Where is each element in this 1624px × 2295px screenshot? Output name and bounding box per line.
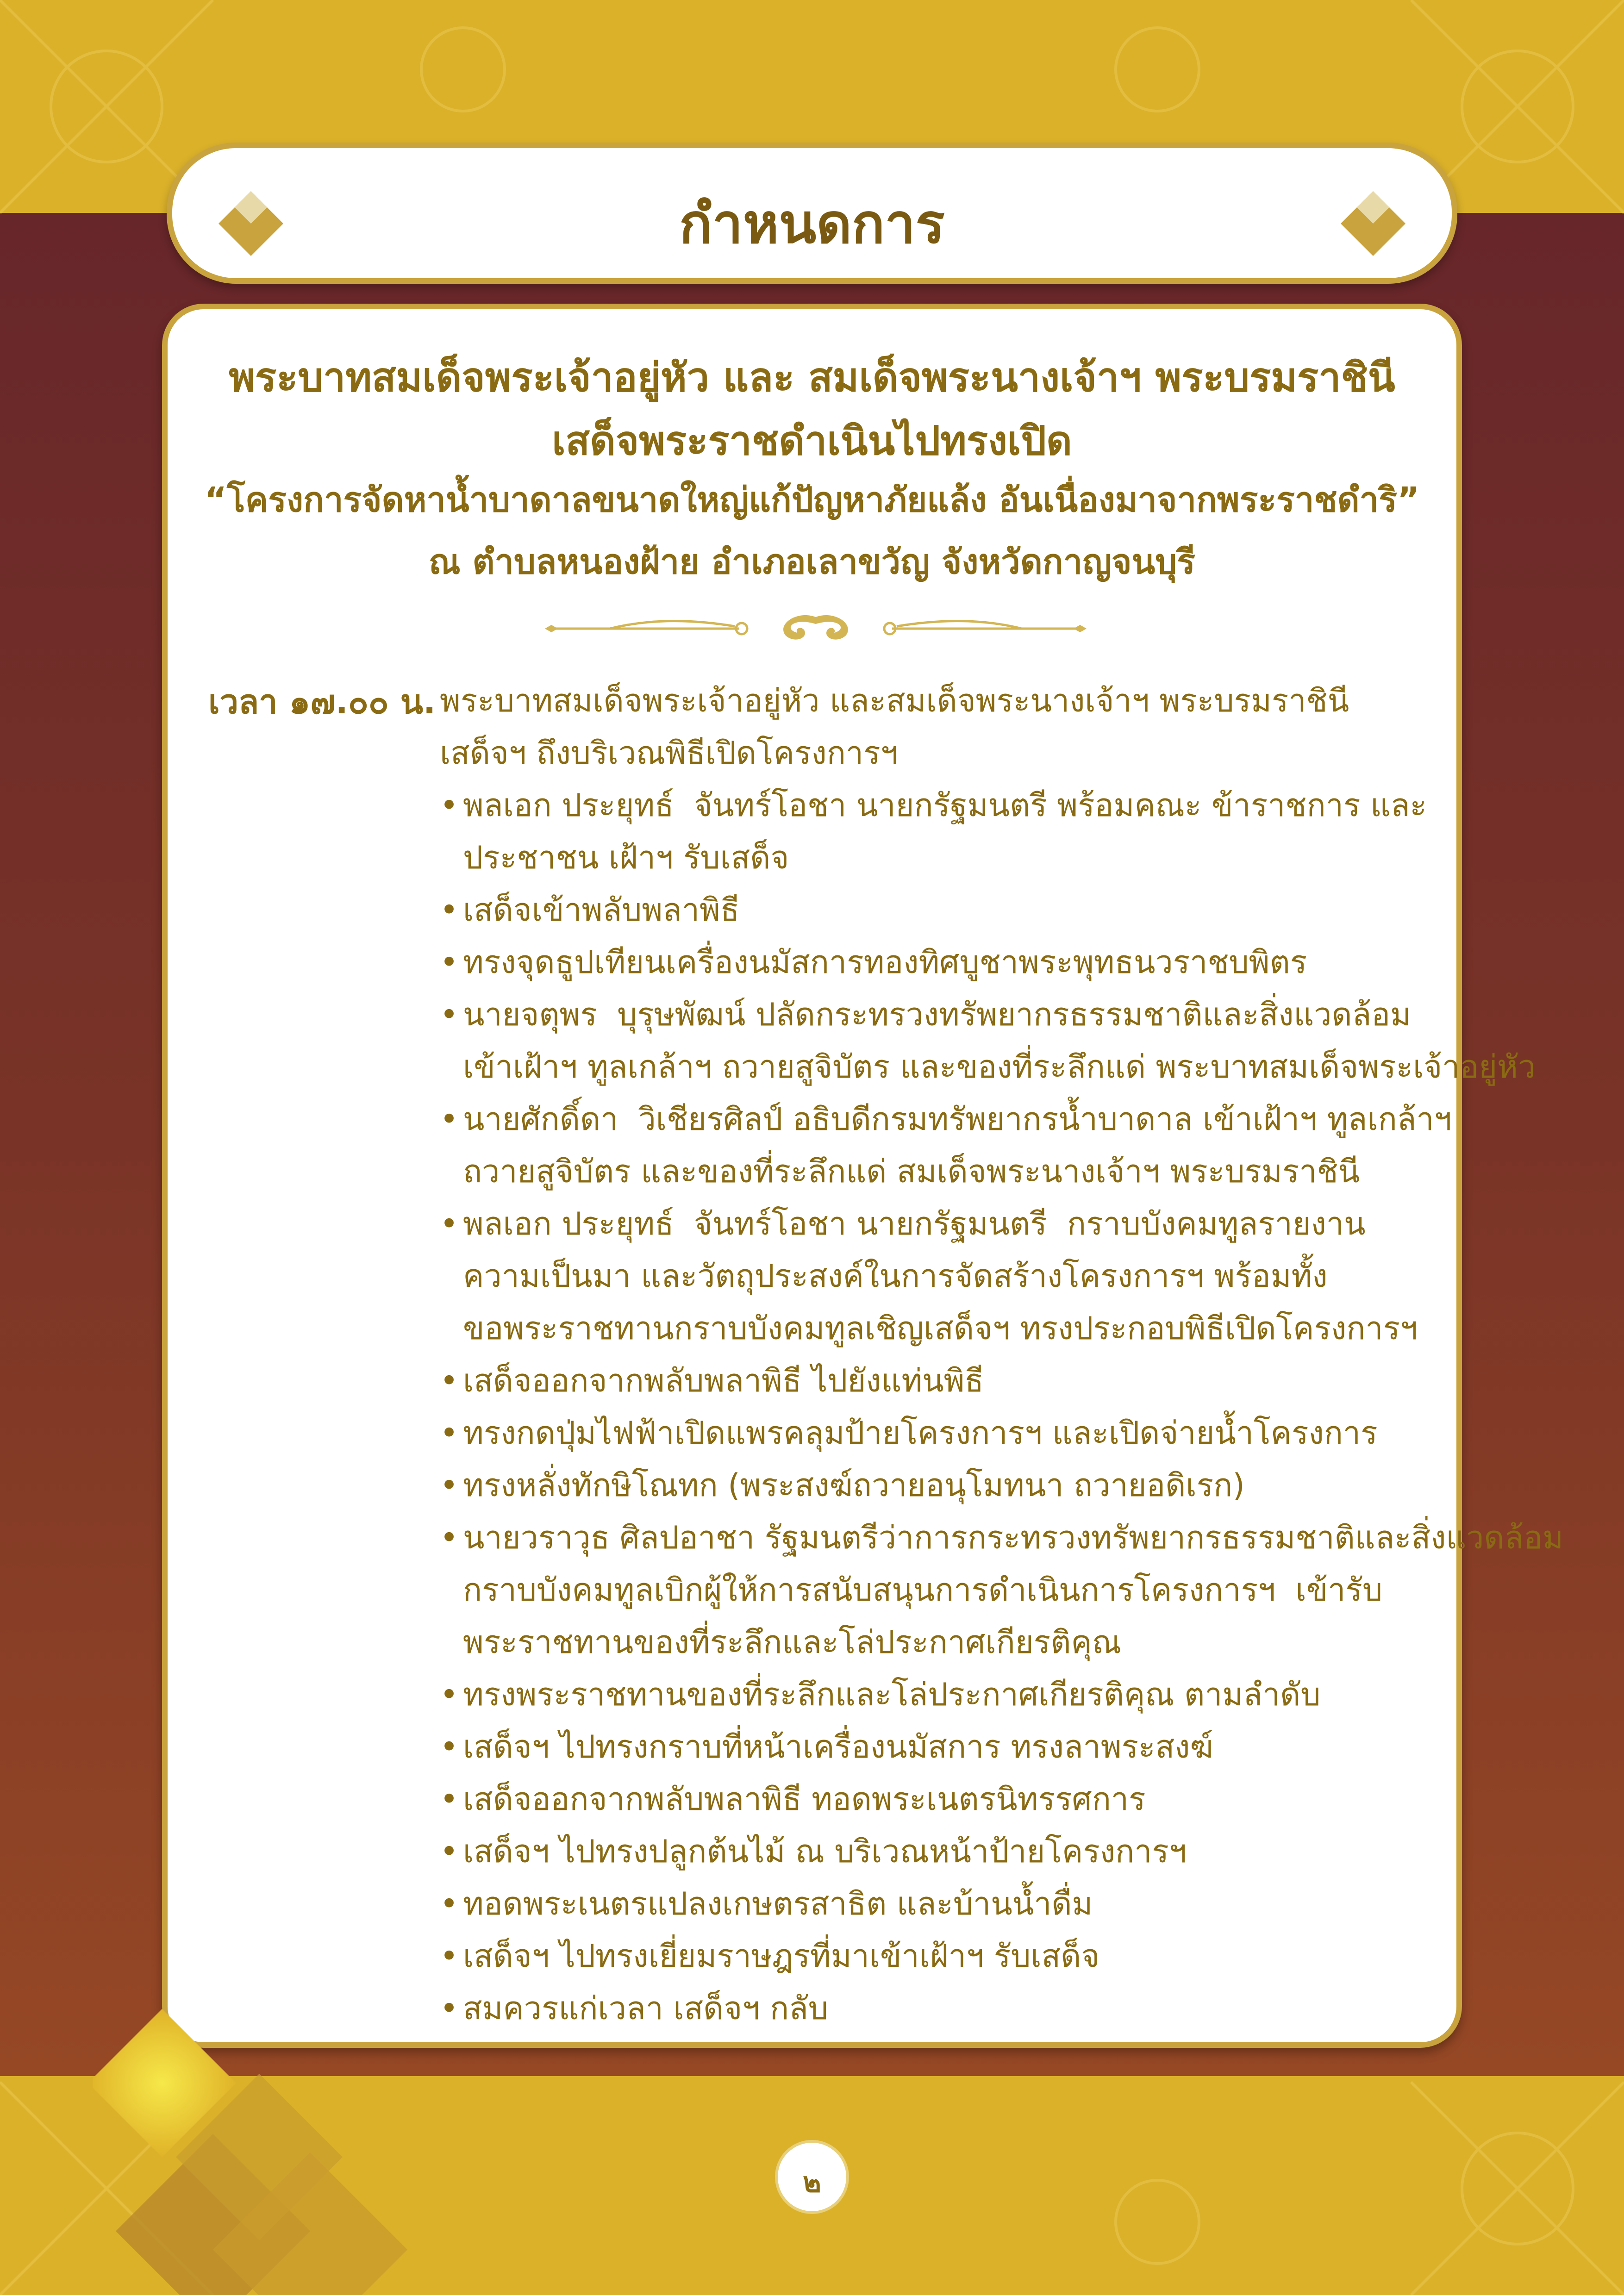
- project-name: “โครงการจัดหาน้ำบาดาลขนาดใหญ่แก้ปัญหาภัยแล้ง อันเนื่องมาจากพระราชดำริ”: [204, 480, 1420, 520]
- bullet-icon: •: [440, 1467, 459, 1504]
- page-number: ๒: [803, 2166, 821, 2199]
- schedule-list: [440, 675, 1563, 2035]
- list-item: • เสด็จออกจากพลับพลาพิธี ไปยังแท่นพิธี: [440, 1355, 1444, 1407]
- list-item: ขอพระราชทานกราบบังคมทูลเชิญเสด็จฯ ทรงประกอบพิธีเปิดโครงการฯ: [463, 1310, 1418, 1347]
- list-item: • นายจตุพร บุรุษพัฒน์ ปลัดกระทรวงทรัพยากรธรรมชาติและสิ่งแวดล้อม: [440, 989, 1444, 1041]
- list-item: ความเป็นมา และวัตถุประสงค์ในการจัดสร้างโครงการฯ พร้อมทั้ง: [463, 1258, 1328, 1295]
- title-banner: [167, 143, 1457, 284]
- list-item: • เสด็จฯ ไปทรงปลูกต้นไม้ ณ บริเวณหน้าป้ายโครงการฯ: [440, 1826, 1444, 1878]
- list-item: • นายศักดิ์ดา วิเชียรศิลป์ อธิบดีกรมทรัพยากรน้ำบาดาล เข้าเฝ้าฯ ทูลเกล้าฯ: [440, 1093, 1444, 1146]
- bullet-icon: •: [440, 1363, 459, 1399]
- page-number-badge: [775, 2140, 849, 2214]
- list-item: • พลเอก ประยุทธ์ จันทร์โอชา นายกรัฐมนตรี กราบบังคมทูลรายงาน: [440, 1198, 1444, 1250]
- list-item: พระบาทสมเด็จพระเจ้าอยู่หัว และสมเด็จพระนางเจ้าฯ พระบรมราชินี: [440, 683, 1349, 719]
- list-item: • พลเอก ประยุทธ์ จันทร์โอชา นายกรัฐมนตรี พร้อมคณะ ข้าราชการ และ: [440, 780, 1444, 832]
- bullet-icon: •: [440, 892, 459, 929]
- header-line-1: พระบาทสมเด็จพระเจ้าอยู่หัว และ สมเด็จพระนางเจ้าฯ พระบรมราชินี: [229, 355, 1395, 401]
- list-item: • เสด็จฯ ไปทรงเยี่ยมราษฎรที่มาเข้าเฝ้าฯ รับเสด็จ: [440, 1930, 1444, 1983]
- list-item: เสด็จฯ ถึงบริเวณพิธีเปิดโครงการฯ: [440, 735, 898, 772]
- location-line: ณ ตำบลหนองฝ้าย อำเภอเลาขวัญ จังหวัดกาญจนบุรี: [429, 542, 1195, 582]
- header-line-2: เสด็จพระราชดำเนินไปทรงเปิด: [552, 418, 1072, 464]
- bullet-icon: •: [440, 1938, 459, 1975]
- schedule-time: เวลา ๑๗.๐๐ น.: [208, 682, 436, 721]
- list-item: • เสด็จฯ ไปทรงกราบที่หน้าเครื่องนมัสการ ทรงลาพระสงฆ์: [440, 1721, 1444, 1773]
- bullet-icon: •: [440, 1206, 459, 1242]
- bullet-icon: •: [440, 1677, 459, 1713]
- list-item: ถวายสูจิบัตร และของที่ระลึกแด่ สมเด็จพระนางเจ้าฯ พระบรมราชินี: [463, 1154, 1360, 1190]
- list-item: • เสด็จเข้าพลับพลาพิธี: [440, 884, 1444, 936]
- bullet-icon: •: [440, 1729, 459, 1765]
- list-item: • เสด็จออกจากพลับพลาพิธี ทอดพระเนตรนิทรรศการ: [440, 1773, 1444, 1826]
- bullet-icon: •: [440, 1886, 459, 1922]
- list-item: • ทอดพระเนตรแปลงเกษตรสาธิต และบ้านน้ำดื่ม: [440, 1878, 1444, 1930]
- list-item: • ทรงกดปุ่มไฟฟ้าเปิดแพรคลุมป้ายโครงการฯ และเปิดจ่ายน้ำโครงการ: [440, 1407, 1444, 1459]
- list-item: กราบบังคมทูลเบิกผู้ให้การสนับสนุนการดำเนินการโครงการฯ เข้ารับ: [463, 1572, 1383, 1609]
- diamond-cluster-icon: [93, 2004, 426, 2295]
- list-item: • ทรงพระราชทานของที่ระลึกและโล่ประกาศเกียรติคุณ ตามลำดับ: [440, 1669, 1444, 1721]
- bullet-icon: •: [440, 1101, 459, 1138]
- bullet-icon: •: [440, 1520, 459, 1556]
- list-item: • นายวราวุธ ศิลปอาชา รัฐมนตรีว่าการกระทรวงทรัพยากรธรรมชาติและสิ่งแวดล้อม: [440, 1512, 1444, 1564]
- list-item: พระราชทานของที่ระลึกและโล่ประกาศเกียรติคุณ: [463, 1624, 1121, 1661]
- bullet-icon: •: [440, 1781, 459, 1818]
- diamond-ornament-icon: [1338, 189, 1408, 258]
- bullet-icon: •: [440, 1990, 459, 2027]
- bullet-icon: •: [440, 944, 459, 981]
- page-title: กำหนดการ: [679, 192, 945, 256]
- list-item: ประชาชน เฝ้าฯ รับเสด็จ: [463, 840, 789, 876]
- list-item: • สมควรแก่เวลา เสด็จฯ กลับ: [440, 1983, 1444, 2035]
- list-item: • ทรงจุดธูปเทียนเครื่องนมัสการทองทิศบูชาพระพุทธนวราชบพิตร: [440, 936, 1444, 989]
- bullet-icon: •: [440, 1415, 459, 1452]
- content-card: [162, 304, 1563, 2048]
- list-item: เข้าเฝ้าฯ ทูลเกล้าฯ ถวายสูจิบัตร และของที่ระลึกแด่ พระบาทสมเด็จพระเจ้าอยู่หัว: [463, 1049, 1536, 1085]
- bullet-icon: •: [440, 787, 459, 824]
- list-item: • ทรงหลั่งทักษิโณทก (พระสงฆ์ถวายอนุโมทนา ถวายอดิเรก): [440, 1459, 1444, 1512]
- bullet-icon: •: [440, 997, 459, 1033]
- bullet-icon: •: [440, 1834, 459, 1870]
- ornamental-divider-icon: [545, 612, 1087, 645]
